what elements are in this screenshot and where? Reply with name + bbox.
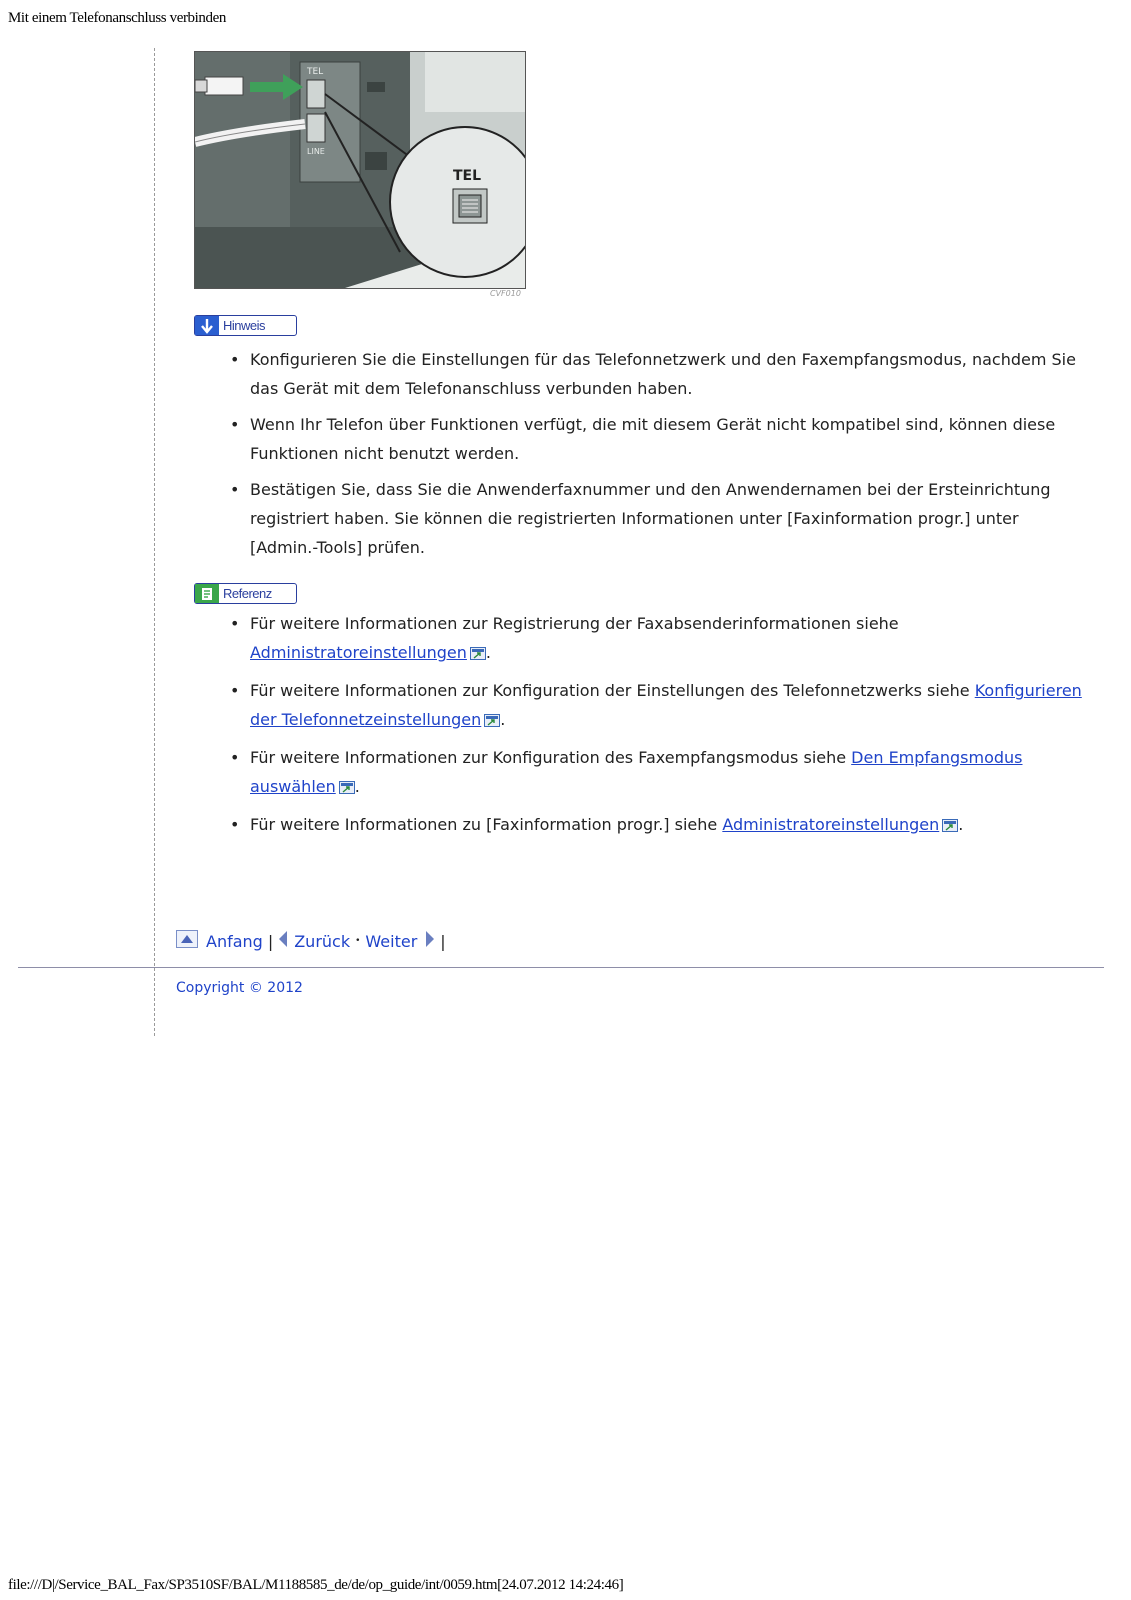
page-navigation xyxy=(176,930,451,952)
reference-text: Für weitere Informationen zu [Faxinformation progr.] siehe xyxy=(250,815,723,834)
link-administratoreinstellungen[interactable]: Administratoreinstellungen xyxy=(250,643,467,662)
port-label-tel: TEL xyxy=(307,67,324,77)
top-link[interactable]: Anfang xyxy=(206,931,263,951)
reference-text: Für weitere Informationen zur Registrierung der Faxabsenderinformationen siehe xyxy=(250,614,899,633)
nav-separator: | xyxy=(440,931,446,951)
arrow-up-icon[interactable] xyxy=(176,930,198,952)
print-footer: file:///D|/Service_BAL_Fax/SP3510SF/BAL/M1188585_de/de/op_guide/int/0059.htm[24.07.2012 14:24:46] xyxy=(8,1577,624,1593)
port-label-line: LINE xyxy=(307,147,325,156)
note-list xyxy=(250,345,1085,569)
link-administratoreinstellungen-2[interactable]: Administratoreinstellungen xyxy=(722,815,940,834)
print-header: Mit einem Telefonanschluss verbinden xyxy=(8,10,226,26)
external-link-icon xyxy=(339,774,355,803)
reference-suffix: . xyxy=(958,815,964,834)
list-item xyxy=(250,676,1085,736)
connection-illustration xyxy=(194,51,526,289)
list-item xyxy=(250,475,1085,562)
arrow-down-icon xyxy=(195,316,219,335)
nav-separator: • xyxy=(355,936,361,946)
reference-label: Referenz xyxy=(223,586,272,601)
copyright: Copyright © 2012 xyxy=(176,980,303,996)
document-icon xyxy=(195,584,219,603)
external-link-icon xyxy=(470,640,486,669)
reference-suffix: . xyxy=(500,710,506,729)
back-link[interactable]: Zurück xyxy=(294,931,351,951)
arrow-left-icon[interactable] xyxy=(278,930,288,952)
reference-list xyxy=(250,609,1085,848)
figure-code: CVF010 xyxy=(490,289,521,298)
nav-separator: | xyxy=(267,931,274,951)
list-item xyxy=(250,810,1085,841)
note-text: Wenn Ihr Telefon über Funktionen verfügt, die mit diesem Gerät nicht kompatibel sind, können diese Funktionen nicht benutzt werden. xyxy=(250,415,1056,463)
reference-suffix: . xyxy=(354,777,360,796)
note-badge xyxy=(194,315,297,336)
link-empfangsmodus[interactable]: Den Empfangsmodus auswählen xyxy=(250,748,1023,796)
link-telefonnetzeinstellungen[interactable]: Konfigurieren der Telefonnetzeinstellungen xyxy=(250,681,1082,729)
list-item xyxy=(250,609,1085,669)
note-label: Hinweis xyxy=(223,318,266,333)
list-item xyxy=(250,345,1085,403)
external-link-icon xyxy=(484,707,500,736)
list-item xyxy=(250,410,1085,468)
external-link-icon xyxy=(942,812,958,841)
note-text: Bestätigen Sie, dass Sie die Anwenderfaxnummer und den Anwendernamen bei der Ersteinrichtung registriert haben. Sie können die registrierten Informationen unter [Faxinformation progr.] unter [Admin.-Tools] prüfen. xyxy=(250,480,1051,557)
reference-suffix: . xyxy=(485,643,492,662)
left-divider xyxy=(154,48,155,1036)
arrow-right-icon[interactable] xyxy=(425,930,435,952)
footer-divider xyxy=(18,967,1104,968)
next-link[interactable]: Weiter xyxy=(365,931,418,951)
list-item xyxy=(250,743,1085,803)
reference-badge xyxy=(194,583,297,604)
reference-text: Für weitere Informationen zur Konfiguration der Einstellungen des Telefonnetzwerks siehe xyxy=(250,681,975,700)
telephone-port-drawing xyxy=(195,52,525,288)
zoom-label-tel: TEL xyxy=(453,168,482,184)
reference-text: Für weitere Informationen zur Konfiguration des Faxempfangsmodus siehe xyxy=(250,748,852,767)
note-text: Konfigurieren Sie die Einstellungen für das Telefonnetzwerk und den Faxempfangsmodus, nachdem Sie das Gerät mit dem Telefonanschluss verbunden haben. xyxy=(250,350,1076,398)
